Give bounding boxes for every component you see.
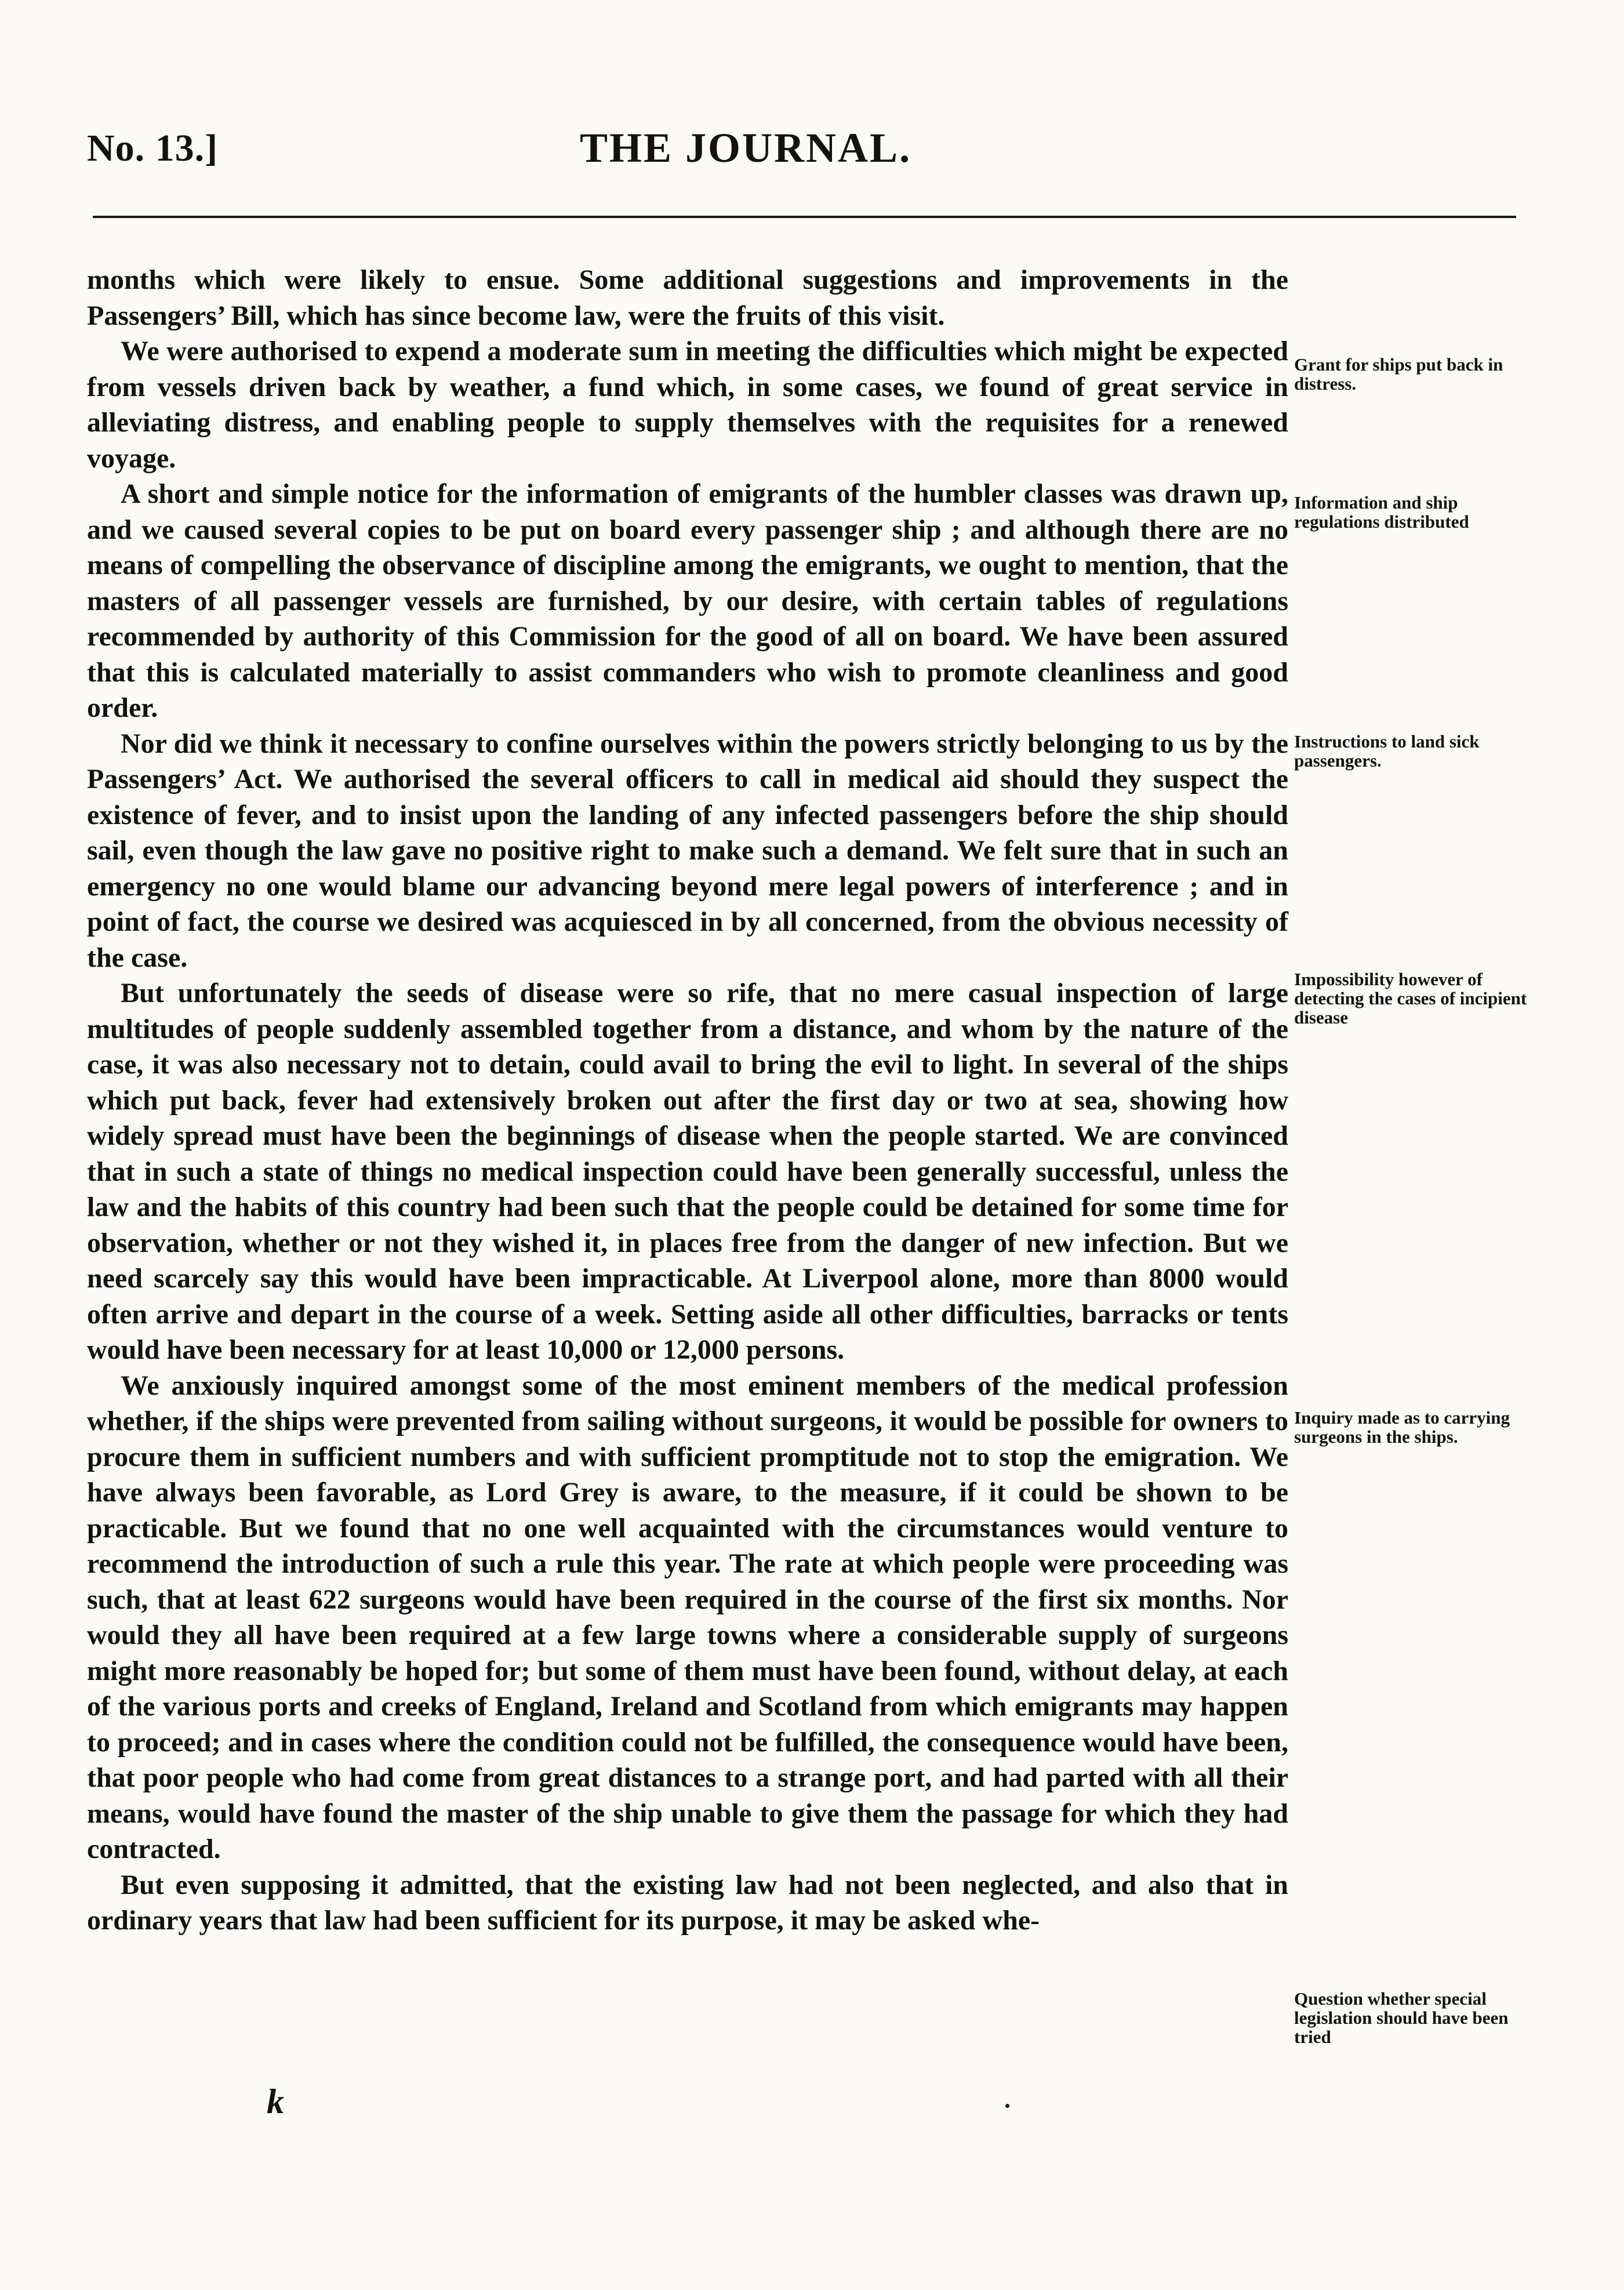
margin-note-information: Information and ship regulations distributed — [1294, 492, 1469, 532]
paragraph-5: But unfortunately the seeds of disease were so rife, that no mere casual inspection of large multitudes of people suddenly assembled together from a distance, and whom by the nature of the case, it was also necessary not to detain, could avail to bring the evil to light. In several of the ships which put back, fever had extensively broken out after the first day or two at sea, showing how widely spread must have been the beginnings of disease when the people started. We are convinced that in such a state of things no medical inspection could have been generally successful, unless the law and the habits of this country had been such that the people could be detained for some time for observation, whether or not they wished it, in places free from the danger of new infection. But we need scarcely say this would have been impracticable. At Liverpool alone, more than 8000 would often arrive and depart in the course of a week. Setting aside all other difficulties, barracks or tents would have been necessary for at least 10,000 or 12,000 persons. — [87, 978, 1288, 1365]
margin-note-inquiry: Inquiry made as to carrying surgeons in the ships. — [1294, 1407, 1510, 1447]
printer-dot — [1005, 2104, 1009, 2108]
paragraph-6: We anxiously inquired amongst some of the most eminent members of the medical profession whether, if the ships were prevented from sailing without surgeons, it would be possible for owners to procure them in sufficient numbers and with sufficient promptitude not to stop the emigration. We have always been favorable, as Lord Grey is aware, to the measure, if it could be shown to be practicable. But we found that no one well acquainted with the circumstances would venture to recommend the introduction of such a rule this year. The rate at which people were proceeding was such, that at least 622 surgeons would have been required in the course of the first six months. Nor would they all have been required at a few large towns where a considerable supply of surgeons might more reasonably be hoped for; but some of them must have been found, without delay, at each of the various ports and creeks of England, Ireland and Scotland from which emigrants may happen to proceed; and in cases where the condition could not be fulfilled, the consequence would have been, that poor people who had come from great distances to a strange port, and had parted with all their means, would have found the master of the ship unable to give them the passage for which they had contracted. — [87, 1370, 1288, 1864]
margin-note-grant: Grant for ships put back in distress. — [1294, 354, 1503, 394]
paragraph-1: months which were likely to ensue. Some additional suggestions and improvements in the Passengers’ Bill, which has since become law, were the fruits of this visit. — [87, 264, 1288, 331]
paragraph-4: Nor did we think it necessary to confine ourselves within the powers strictly belonging to us by the Passengers’ Act. We authorised the several officers to call in medical aid should they suspect the existence of fever, and to insist upon the landing of any infected passengers before the ship should sail, even though the law gave no positive right to make such a demand. We felt sure that in such an emergency no one would blame our advancing beyond mere legal powers of interference ; and in point of fact, the course we desired was acquiesced in by all concerned, from the obvious necessity of the case. — [87, 728, 1288, 973]
body-text — [87, 262, 1288, 1939]
signature-mark: k — [267, 2082, 284, 2121]
paragraph-2: We were authorised to expend a moderate sum in meeting the difficulties which might be expected from vessels driven back by weather, a fund which, in some cases, we found of great service in alleviating distress, and enabling people to supply themselves with the requisites for a renewed voyage. — [87, 336, 1288, 474]
paragraph-7: But even supposing it admitted, that the existing law had not been neglected, and also that in ordinary years that law had been sufficient for its purpose, it may be asked whe- — [87, 1869, 1288, 1936]
margin-note-question: Question whether special legislation should have been tried — [1294, 1988, 1509, 2047]
page-number-label: No. 13.] — [87, 127, 219, 169]
header-rule — [93, 216, 1516, 218]
paragraph-3: A short and simple notice for the information of emigrants of the humbler classes was drawn up, and we caused several copies to be put on board every passenger ship ; and although there are no means of compelling the observance of discipline among the emigrants, we ought to mention, that the masters of all passenger vessels are furnished, by our desire, with certain tables of regulations recommended by authority of this Commission for the good of all on board. We have been assured that this is calculated materially to assist commanders who wish to promote cleanliness and good order. — [87, 478, 1288, 723]
margin-note-impossibility: Impossibility however of detecting the cases of incipient disease — [1294, 969, 1527, 1028]
running-title: THE JOURNAL. — [580, 125, 912, 171]
margin-note-instructions: Instructions to land sick passengers. — [1294, 731, 1480, 771]
